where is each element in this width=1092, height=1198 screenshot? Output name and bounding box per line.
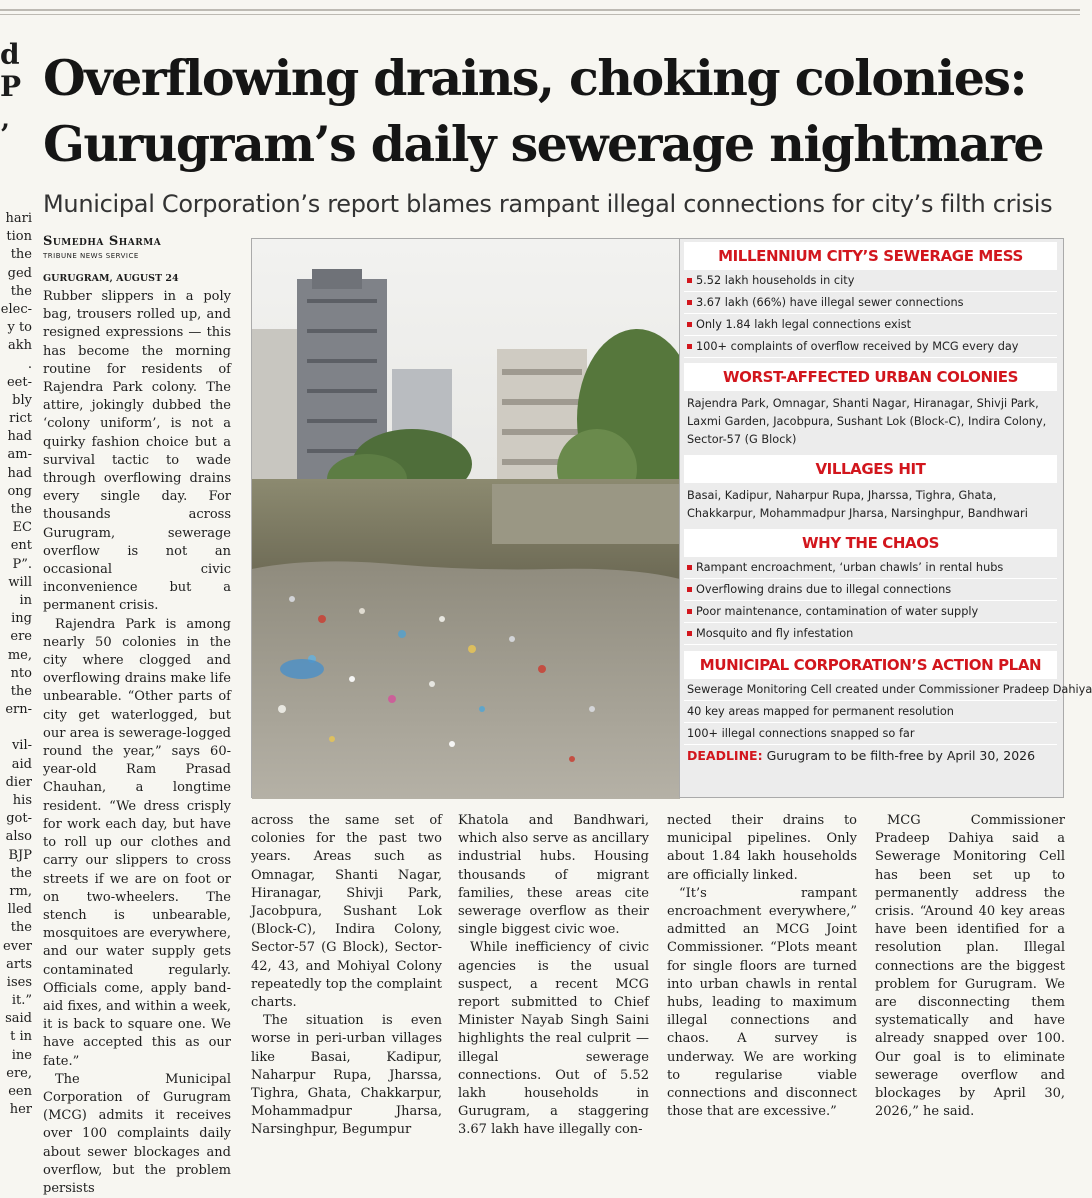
infobox-section-title: VILLAGES HIT — [684, 455, 1057, 483]
headline-line-2: Gurugram’s daily sewerage nightmare — [43, 115, 1044, 173]
previous-story-line: the — [10, 683, 32, 699]
paragraph: While inefficiency of civic agencies is the usual suspect, a recent MCG report submitted to Chief Minister Nayab Singh Saini highlights the real culprit —illegal sewerage connections. Out of 5.52 lakh households in Gurugram, a staggering 3.67 lakh have illegally con- — [458, 940, 649, 1138]
previous-headline-fragment: ’ — [0, 118, 10, 151]
paragraph: across the same set of colonies for the past two years. Areas such as Omnagar, Shanti Nagar, Hiranagar, Shivji Park, Jacobpura, Sushant Lok (Block-C), Indira Colony, Sector-57 (G Block), Sector-42, 43, and Mohiyal Colony repeatedly top the complaint charts. — [251, 813, 442, 1011]
previous-story-column — [0, 38, 36, 1118]
bullet-square-icon — [687, 565, 692, 570]
previous-story-line: ine — [11, 1047, 32, 1063]
previous-story-line: BJP — [8, 847, 32, 863]
previous-story-line: me, — [7, 647, 32, 663]
infobox-item-text: 40 key areas mapped for permanent resolution — [687, 705, 954, 718]
previous-story-line: ong — [7, 483, 32, 499]
previous-story-line: eet- — [6, 374, 32, 390]
infobox-list-item — [684, 723, 1057, 745]
paragraph: “It’s rampant encroachment everywhere,” admitted an MCG Joint Commissioner. “Plots meant for single floors are turned into urban chawls in rental hubs, leading to maximum illegal connections and chaos. A survey is underway. We are working to regularise viable connections and disconnect those that are excessive.” — [667, 885, 857, 1120]
previous-story-line: also — [5, 829, 32, 845]
previous-story-line: ises — [6, 974, 32, 990]
infobox-list-item — [684, 601, 1057, 623]
infobox-item-text: Mosquito and fly infestation — [696, 627, 854, 640]
infobox-list-item — [684, 679, 1092, 701]
infobox-item-text: Overflowing drains due to illegal connections — [696, 583, 952, 596]
previous-story-line: vil- — [11, 738, 32, 754]
deadline-line — [684, 745, 1057, 767]
previous-story-line: had — [7, 465, 32, 481]
bullet-square-icon — [687, 322, 692, 327]
infobox-list-item — [684, 701, 1057, 723]
top-rule-thin — [0, 14, 1080, 15]
infobox-list-item — [684, 623, 1057, 645]
infobox-item-text: 100+ complaints of overflow received by MCG every day — [696, 340, 1019, 353]
previous-story-line: ing — [11, 611, 32, 627]
infobox-list-item — [684, 557, 1057, 579]
infobox-list-item — [684, 579, 1057, 601]
paragraph: Khatola and Bandhwari, which also serve as ancillary industrial hubs. Housing thousands of migrant families, these areas cite sewerage overflow as their single biggest civic woe. — [458, 813, 649, 938]
flooded-colony-photo — [251, 238, 679, 798]
infobox-list-item — [684, 336, 1057, 358]
previous-headline-fragment: d — [0, 38, 20, 71]
previous-story-line: the — [10, 283, 32, 299]
previous-story-line: een — [8, 1084, 32, 1099]
previous-story-line: the — [10, 247, 32, 263]
subheadline: Municipal Corporation’s report blames rampant illegal connections for city’s filth crisis — [43, 190, 1053, 218]
previous-story-line: ere — [10, 629, 32, 645]
infobox-item-text: Rampant encroachment, ‘urban chawls’ in rental hubs — [696, 561, 1004, 574]
article-column-4 — [667, 812, 857, 1120]
previous-story-line: ern- — [5, 702, 32, 718]
previous-story-line: her — [9, 1102, 32, 1118]
previous-story-line — [0, 719, 32, 737]
previous-story-line: am- — [7, 447, 32, 463]
bullet-square-icon — [687, 300, 692, 305]
previous-story-line: the — [10, 865, 32, 881]
previous-story-line: had — [7, 429, 32, 445]
previous-story-line: rict — [9, 411, 32, 427]
paragraph: nected their drains to municipal pipelines. Only about 1.84 lakh households are officially linked. — [667, 813, 857, 883]
bullet-square-icon — [687, 587, 692, 592]
previous-story-line: it.” — [11, 993, 32, 1009]
previous-story-line: in — [19, 592, 32, 608]
previous-story-line: elec- — [0, 301, 32, 317]
paragraph: The situation is even worse in peri-urban villages like Basai, Kadipur, Naharpur Rupa, Jharssa, Tighra, Ghata, Chakkarpur, Mohammadpur Jharsa, Narsinghpur, Begumpur — [251, 1013, 442, 1138]
infobox-section-title: MUNICIPAL CORPORATION’S ACTION PLAN — [684, 651, 1057, 679]
previous-story-line: dier — [5, 774, 32, 790]
infobox-list-item — [684, 270, 1057, 292]
previous-story-line: . — [27, 356, 32, 372]
infobox-paragraph: Basai, Kadipur, Naharpur Rupa, Jharssa, Tighra, Ghata, Chakkarpur, Mohammadpur Jharsa, Narsinghpur, Bandhwari — [687, 489, 1028, 520]
infobox-item-text: 5.52 lakh households in city — [696, 274, 855, 287]
previous-story-line: aid — [11, 756, 32, 772]
previous-story-text — [0, 210, 32, 1119]
previous-story-line: ged — [7, 265, 32, 281]
previous-story-line: akh — [7, 338, 32, 354]
infobox-list-item — [684, 314, 1057, 336]
infobox-paragraph: Rajendra Park, Omnagar, Shanti Nagar, Hiranagar, Shivji Park, Laxmi Garden, Jacobpura, Sushant Lok (Block-C), Indira Colony, Sector-57 (G Block) — [687, 397, 1047, 446]
infobox-item-text: Sewerage Monitoring Cell created under Commissioner Pradeep Dahiya — [687, 683, 1092, 696]
previous-story-line: EC — [12, 520, 32, 536]
infobox-section-title: WORST-AFFECTED URBAN COLONIES — [684, 363, 1057, 391]
infobox-sewerage-mess — [679, 238, 1092, 798]
previous-story-line: his — [12, 793, 32, 808]
infobox-item-text: Poor maintenance, contamination of water supply — [696, 605, 979, 618]
paragraph: The Municipal Corporation of Gurugram (MCG) admits it receives over 100 complaints daily about sewer blockages and overflow, but the problem persists — [43, 1071, 231, 1196]
headline — [43, 45, 1073, 177]
headline-line-1: Overflowing drains, choking colonies: — [43, 49, 1027, 107]
previous-story-line: hari — [5, 211, 32, 226]
article-column-3 — [458, 812, 649, 1138]
infobox-item-text: 100+ illegal connections snapped so far — [687, 727, 915, 740]
previous-story-line: ever — [3, 938, 32, 954]
previous-story-line: ere, — [6, 1065, 32, 1081]
deadline-text: Gurugram to be filth-free by April 30, 2026 — [766, 748, 1036, 763]
previous-story-line: the — [10, 920, 32, 936]
previous-story-line: lled — [7, 902, 32, 918]
top-rule — [0, 9, 1080, 11]
infobox-item-text: Only 1.84 lakh legal connections exist — [696, 318, 912, 331]
previous-story-line: tion — [6, 229, 32, 245]
previous-story-line: t in — [10, 1029, 32, 1045]
byline-author: Sumedha Sharma — [43, 234, 162, 249]
previous-story-line: rm, — [9, 883, 32, 899]
previous-story-line: will — [8, 574, 32, 590]
previous-story-line: P”. — [12, 556, 32, 572]
previous-story-line: got- — [6, 811, 32, 827]
infobox-section-title: WHY THE CHAOS — [684, 529, 1057, 557]
bullet-square-icon — [687, 278, 692, 283]
previous-story-line: bly — [12, 392, 32, 408]
bullet-square-icon — [687, 344, 692, 349]
paragraph: Rajendra Park is among nearly 50 colonies in the city where clogged and overflowing drains make life unbearable. “Other parts of city get waterlogged, but our area is sewerage-logged round the year,” says 60-year-old Ram Prasad Chauhan, a longtime resident. “We dress crisply for work each day, but have to roll up our clothes and carry our slippers to cross streets if we are on foot or on two-wheelers. The stench is unbearable, mosquitoes are everywhere, and our water supply gets contaminated regularly. Officials come, apply band-aid fixes, and within a week, it is back to square one. We have accepted this as our fate.” — [43, 616, 231, 1069]
article-column-1 — [43, 288, 231, 1196]
paragraph: MCG Commissioner Pradeep Dahiya said a Sewerage Monitoring Cell has been set up to permanently address the crisis. “Around 40 key areas have been identified for a resolution plan. Illegal connections are the biggest problem for Gurugram. We are disconnecting them systematically and have already snapped over 100. Our goal is to eliminate sewerage overflow and blockages by April 30, 2026,” he said. — [875, 813, 1065, 1120]
previous-story-line: ent — [10, 538, 32, 554]
previous-story-line: arts — [6, 956, 32, 972]
article-column-5 — [875, 812, 1065, 1120]
previous-story-line: the — [10, 502, 32, 517]
previous-story-line: said — [5, 1011, 32, 1027]
byline-service: TRIBUNE NEWS SERVICE — [43, 252, 139, 260]
article-column-2 — [251, 812, 442, 1138]
paragraph: Rubber slippers in a poly bag, trousers rolled up, and resigned expressions — this has become the morning routine for residents of Rajendra Park colony. The attire, jokingly dubbed the ‘colony uniform’, is not a quirky fashion choice but a survival tactic to wade through overflowing drains every single day. For thousands across Gurugram, sewerage overflow is not an occasional civic inconvenience but a permanent crisis. — [43, 289, 231, 614]
bullet-square-icon — [687, 609, 692, 614]
infobox-list-item — [684, 292, 1057, 314]
infobox-section-title: MILLENNIUM CITY’S SEWERAGE MESS — [684, 242, 1057, 270]
bullet-square-icon — [687, 631, 692, 636]
previous-story-line: y to — [7, 320, 32, 336]
previous-story-line: nto — [10, 665, 32, 681]
deadline-label: DEADLINE: — [687, 748, 763, 763]
photo-illustration — [252, 239, 680, 799]
dateline: GURUGRAM, AUGUST 24 — [43, 273, 179, 284]
previous-headline-fragment: P — [0, 70, 22, 103]
infobox-item-text: 3.67 lakh (66%) have illegal sewer connections — [696, 296, 964, 309]
